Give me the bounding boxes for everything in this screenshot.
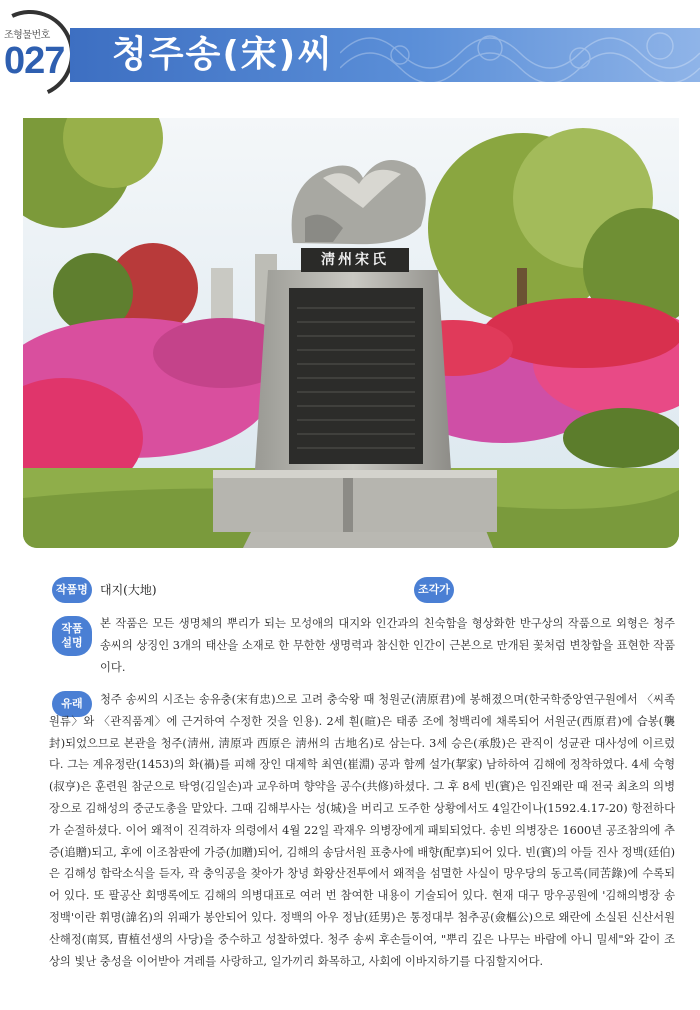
origin-tag: 유래 bbox=[52, 691, 92, 717]
monument-plaque-text: 淸州宋氏 bbox=[321, 252, 389, 268]
work-description-text: 본 작품은 모든 생명체의 뿌리가 되는 모성애의 대지와 인간과의 친숙함을 형상화한 반구상의 작품으로 외형은 청주 송씨의 상징인 3개의 태산을 소재로 한 무한한 생명력과 참신한 인간이 근본으로 만개된 꽃처럼 변창함을 표현한 작품이다. bbox=[100, 617, 675, 674]
work-description-tag bbox=[52, 616, 92, 656]
wave-pattern-decoration bbox=[340, 28, 700, 82]
origin-text: 청주 송씨의 시조는 송유충(宋有忠)으로 고려 충숙왕 때 청원군(淸原君)에 봉해졌으며(한국학중앙연구원에서 〈씨족원류〉와 〈관직품계〉에 근거하여 수정한 것을 인용). 2세 훤(暄)은 태종 조에 청백리에 채록되어 서원군(西原君)에 습봉(襲封)되었으므로 본관을 청주(淸州, 淸原과 西原은 淸州의 古地名)로 삼는다. 3세 승은(承殷)은 관직이 성균관 대사성에 이르렀다. 그는 계유정란(1453)의 화(禍)를 피해 장인 대제학 최연(崔淵) 공과 함께 설가(挈家) 남하하여 김해에 정착하였다. 4세 숙형(叔亨)은 훈련원 참군으로 탁영(김일손)과 교우하며 향약을 공수(共修)하셨다. 그 후 8세 빈(賓)은 임진왜란 때 전국 최초의 의병장으로 김해성의 중군도총을 맡았다. 그때 김해부사는 성(城)을 버리고 도주한 상황에서도 4일간이나(1592.4.17-20) 항전하다가 순절하셨다. 이어 왜적이 진격하자 의령에서 4월 22일 곽재우 의병장에게 패퇴되었다. 송빈 의병장은 1600년 공조참의에 추증(追贈)되고, 후에 이조참판에 가증(加贈)되어, 김해의 송담서원 표충사에 배향(配享)되어 있다. 빈(賓)의 아들 진사 정백(廷伯)은 김해성 함락소식을 듣자, 곽 충익공을 찾아가 창녕 화왕산전투에서 왜적을 섬멸한 사실이 망우당의 동고록(同苦錄)에 수록되어 있다. 또 팔공산 회맹록에도 김해의 의병대표로 여러 번 참여한 내용이 기술되어 있다. 현재 대구 망우공원에 '김해의병장 송정백'이란 휘명(諱名)의 위패가 봉안되어 있다. 정백의 아우 정남(廷男)은 통정대부 첨추공(僉樞公)으로 왜란에 소실된 신산서원 산해정(南冥, 曺植선생의 사당)을 중수하고 성찰하였다. 청주 송씨 후손들이여, "뿌리 깊은 나무는 바람에 아니 밀세"와 같이 조상의 빛난 충성을 이어받아 겨레를 사랑하고, 일가끼리 화목하고, 사회에 이바지하기를 다짐할지어다. bbox=[49, 693, 675, 968]
monument-photo bbox=[23, 118, 679, 548]
origin-section bbox=[49, 689, 675, 972]
work-description-tag-label: 작품설명 bbox=[61, 622, 83, 649]
sculpture-number: 027 bbox=[4, 40, 65, 82]
sculptor-tag: 조각가 bbox=[414, 577, 454, 603]
sculpture-number-label: 조형물번호 bbox=[4, 30, 50, 41]
work-description bbox=[100, 613, 675, 678]
work-name: 대지(大地) bbox=[100, 583, 157, 597]
page-title: 청주송(宋)씨 bbox=[112, 34, 335, 75]
work-name-tag: 작품명 bbox=[52, 577, 92, 603]
